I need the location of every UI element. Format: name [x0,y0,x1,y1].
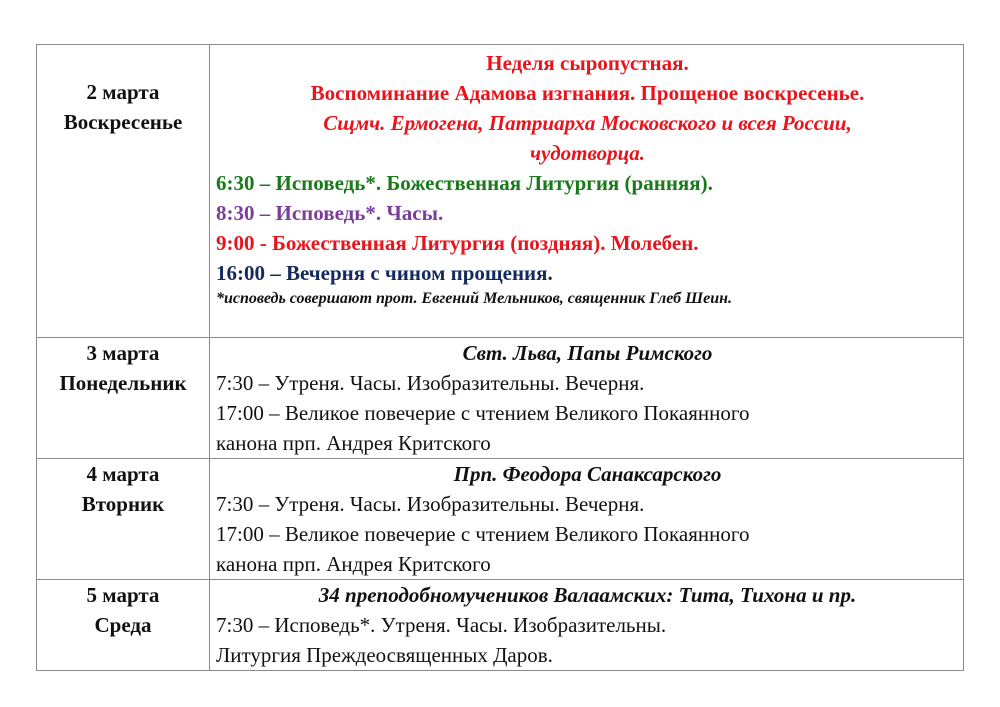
date-cell [37,45,210,338]
date-label: 5 марта [86,583,160,607]
confession-note: *исповедь совершают прот. Евгений Мельников, священник Глеб Шеин. [216,290,732,307]
service-line: 9:00 - Божественная Литургия (поздняя). Молебен. [216,231,699,255]
date-cell [37,459,210,580]
service-line: 6:30 – Исповедь*. Божественная Литургия (ранняя). [216,171,713,195]
service-line: 16:00 – Вечерня с чином прощения. [216,261,553,285]
date-label: 3 марта [86,341,160,365]
schedule-row [37,45,964,338]
service-line: 7:30 – Исповедь*. Утреня. Часы. Изобразительны. [216,613,667,637]
weekday-label: Среда [94,613,152,637]
feast-title: Неделя сыропустная. [486,51,689,75]
saint-commemoration: 34 преподобномучеников Валаамских: Тита, Тихона и пр. [318,583,857,607]
saint-commemoration: чудотворца. [529,141,646,165]
saint-commemoration: Прп. Феодора Санаксарского [453,462,722,486]
saint-commemoration: Сщмч. Ермогена, Патриарха Московского и всея России, [323,111,852,135]
service-line: Литургия Преждеосвященных Даров. [216,643,553,667]
schedule-table [36,44,964,671]
date-label: 4 марта [86,462,160,486]
saint-commemoration: Свт. Льва, Папы Римского [462,341,713,365]
weekday-label: Понедельник [59,371,187,395]
weekday-label: Вторник [81,492,165,516]
service-line: 7:30 – Утреня. Часы. Изобразительны. Вечерня. [216,492,645,516]
service-line: 17:00 – Великое повечерие с чтением Великого Покаянного [216,401,750,425]
services-cell [210,338,964,459]
services-cell [210,45,964,338]
schedule-row [37,459,964,580]
schedule-row [37,338,964,459]
date-label: 2 марта [86,80,160,104]
schedule-row [37,580,964,671]
services-cell [210,459,964,580]
services-cell [210,580,964,671]
service-line: канона прп. Андрея Критского [216,431,491,455]
service-line: 8:30 – Исповедь*. Часы. [216,201,444,225]
feast-title: Воспоминание Адамова изгнания. Прощеное воскресенье. [310,81,865,105]
date-cell [37,580,210,671]
service-line: канона прп. Андрея Критского [216,552,491,576]
service-line: 17:00 – Великое повечерие с чтением Великого Покаянного [216,522,750,546]
service-line: 7:30 – Утреня. Часы. Изобразительны. Вечерня. [216,371,645,395]
date-cell [37,338,210,459]
weekday-label: Воскресенье [63,110,183,134]
